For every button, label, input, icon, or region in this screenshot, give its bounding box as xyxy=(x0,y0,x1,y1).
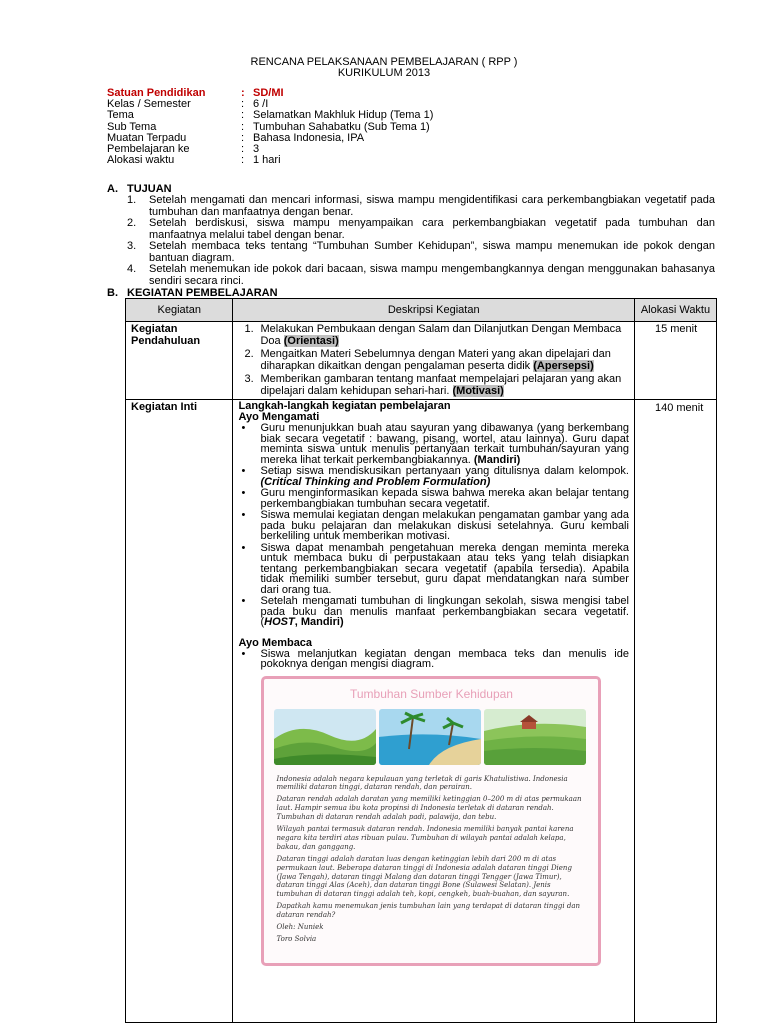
objective-item xyxy=(127,241,715,264)
reading-paragraph: Indonesia adalah negara kepulauan yang terletak di garis Khatulistiwa. Indonesia memiliki dataran tinggi, dataran rendah, dan perairan. xyxy=(276,774,568,792)
identity-value: 1 hari xyxy=(253,154,281,167)
bullet-icon: • xyxy=(241,541,246,554)
identity-value: Bahasa Indonesia, IPA xyxy=(253,131,365,144)
list-item xyxy=(238,488,628,509)
bullet-tag: (Critical Thinking and Problem Formulation) xyxy=(260,475,491,488)
objective-text: Setelah menemukan ide pokok dari bacaan, siswa mampu mengembangkannya dengan menggunakan bahasanya sendiri secara rinci. xyxy=(149,263,715,287)
objective-text: Setelah membaca teks tentang “Tumbuhan Sumber Kehidupan”, siswa mampu menemukan ide pokok dengan bantuan diagram. xyxy=(149,240,715,264)
bullet-tag: HOST xyxy=(264,616,295,628)
activity-table xyxy=(125,298,717,1023)
reading-author: Oleh: Nuniek xyxy=(276,923,324,932)
membaca-bullets xyxy=(238,649,628,670)
bullet-text: Siswa dapat menambah pengetahuan mereka dengan meminta mereka untuk membaca buku di perpustakaan atau teks yang telah disiapkan tentang perkembangbiakan secara vegetatif (apabila tersedia). Apabila tidak memiliki sumber tersebut, guru dapat mendatangkan nara sumber dari orang tua. xyxy=(260,541,629,596)
section-label: KEGIATAN PEMBELAJARAN xyxy=(127,287,278,299)
identity-key: Sub Tema xyxy=(107,120,157,133)
bullet-icon: • xyxy=(241,647,246,660)
identity-value: 6 /I xyxy=(253,98,269,111)
objective-number: 2. xyxy=(127,217,137,229)
list-item xyxy=(238,510,628,542)
pendahuluan-time: 15 menit xyxy=(634,322,716,400)
reading-card-images xyxy=(274,709,586,765)
identity-key: Tema xyxy=(107,109,134,122)
identity-value: 3 xyxy=(253,142,260,155)
ayo-membaca-heading: Ayo Membaca xyxy=(238,636,313,649)
bullet-icon: • xyxy=(241,509,246,521)
identity-key: Satuan Pendidikan xyxy=(107,87,206,99)
list-item xyxy=(238,373,628,397)
list-item xyxy=(238,543,628,596)
rice-terrace-landscape-image xyxy=(484,709,586,765)
bullet-icon: • xyxy=(241,465,246,477)
table-row-pendahuluan xyxy=(126,322,717,400)
identity-key: Muatan Terpadu xyxy=(107,131,187,144)
bullet-icon: • xyxy=(241,595,246,607)
header-alokasi: Alokasi Waktu xyxy=(634,299,716,322)
bullet-text: Setiap siswa mendiskusikan pertanyaan yang ditulisnya dalam kelompok. xyxy=(260,465,629,477)
pendahuluan-description xyxy=(233,322,634,400)
coastal-landscape-image xyxy=(379,709,481,765)
identity-value: Selamatkan Makhluk Hidup (Tema 1) xyxy=(253,109,434,122)
section-label: TUJUAN xyxy=(127,183,172,195)
bullet-text: Siswa melanjutkan kegiatan dengan membaca teks dan menulis ide pokoknya dengan mengisi diagram. xyxy=(260,647,629,670)
document-subtitle: KURIKULUM 2013 xyxy=(337,67,431,79)
objective-number: 3. xyxy=(127,240,137,252)
document-title: RENCANA PELAKSANAAN PEMBELAJARAN ( RPP ) xyxy=(250,56,518,68)
identity-colon: : xyxy=(241,98,245,111)
step-text: Memberikan gambaran tentang manfaat mempelajari pelajaran yang akan dipelajari dalam kehidupan sehari-hari. xyxy=(260,373,622,397)
section-letter: A. xyxy=(107,183,118,195)
reading-paragraph: Wilayah pantai termasuk dataran rendah. Indonesia memiliki banyak pantai karena negara kita terdiri atas ribuan pulau. Tumbuhan di wilayah pantai adalah kelapa, bakau, dan ganggang. xyxy=(276,825,574,851)
identity-value: SD/MI xyxy=(253,87,284,99)
kegiatan-pendahuluan-label: Kegiatan Pendahuluan xyxy=(126,322,233,400)
section-letter: B. xyxy=(107,287,118,299)
pendahuluan-steps xyxy=(238,323,628,397)
table-row-inti xyxy=(126,400,717,1023)
objective-text: Setelah berdiskusi, siswa mampu menyampaikan cara perkembangbiakan vegetatif pada tumbuhan dan manfaatnya melalui tabel dengan benar. xyxy=(149,217,715,241)
identity-colon: : xyxy=(241,154,245,167)
ayo-mengamati-heading: Ayo Mengamati xyxy=(238,411,320,423)
bullet-tag: (Mandiri) xyxy=(473,453,521,466)
header-kegiatan: Kegiatan xyxy=(126,299,233,322)
reading-card-text xyxy=(276,775,588,947)
step-number: 1. xyxy=(244,323,254,335)
kegiatan-inti-label: Kegiatan Inti xyxy=(126,400,233,1023)
reading-paragraph: Dapatkah kamu menemukan jenis tumbuhan lain yang terdapat di dataran tinggi dan dataran rendah? xyxy=(276,902,580,920)
identity-colon: : xyxy=(241,87,245,99)
reading-paragraph: Dataran rendah adalah daratan yang memiliki ketinggian 0–200 m di atas permukaan laut. Hampir semua ibu kota propinsi di Indonesia terletak di dataran rendah. Tumbuhan di dataran rendah adalah padi, palawija, dan tebu. xyxy=(276,795,582,822)
inti-time: 140 menit xyxy=(634,400,716,1023)
objectives-list xyxy=(127,195,715,287)
identity-colon: : xyxy=(241,131,245,144)
list-item xyxy=(238,423,628,465)
bullet-text: Siswa memulai kegiatan dengan melakukan pengamatan gambar yang ada pada buku pelajaran dan melakukan diskusi setelahnya. Guru kembali berkeliling untuk memberikan motivasi. xyxy=(260,509,629,542)
objective-number: 1. xyxy=(127,194,137,206)
bullet-tag-suffix: , Mandiri) xyxy=(294,616,344,628)
identity-colon: : xyxy=(241,109,245,122)
list-item xyxy=(238,348,628,372)
list-item xyxy=(238,323,628,347)
bullet-icon: • xyxy=(241,487,246,499)
inti-intro: Langkah-langkah kegiatan pembelajaran xyxy=(238,400,451,412)
bullet-icon: • xyxy=(241,422,246,434)
bullet-text: Setelah mengamati tumbuhan di lingkungan sekolah, siswa mengisi tabel pada buku dan menulis manfaat perkembangbiakan secara vegetatif. ( xyxy=(260,595,629,628)
list-item xyxy=(238,466,628,487)
step-tag: (Apersepsi) xyxy=(533,360,594,372)
header-deskripsi: Deskripsi Kegiatan xyxy=(233,299,634,322)
identity-colon: : xyxy=(241,142,245,155)
identity-key: Pembelajaran ke xyxy=(107,142,190,155)
objective-item xyxy=(127,218,715,241)
identity-value: Tumbuhan Sahabatku (Sub Tema 1) xyxy=(253,120,430,133)
inti-description xyxy=(233,400,634,1023)
step-number: 2. xyxy=(244,348,254,360)
reading-card-title: Tumbuhan Sumber Kehidupan xyxy=(349,686,513,701)
hills-landscape-image xyxy=(274,709,376,765)
step-text: Mengaitkan Materi Sebelumnya dengan Materi yang akan dipelajari dan diharapkan dikaitkan dengan pengalaman peserta didik xyxy=(260,348,611,372)
step-tag: (Orientasi) xyxy=(283,335,339,347)
objective-item xyxy=(127,264,715,287)
identity-colon: : xyxy=(241,120,245,133)
mengamati-bullets xyxy=(238,423,628,628)
bullet-text: Guru menginformasikan kepada siswa bahwa mereka akan belajar tentang perkembangbiakan tumbuhan secara vegetatif. xyxy=(260,487,629,510)
step-tag: (Motivasi) xyxy=(452,385,504,397)
reading-author: Toro Solvia xyxy=(276,935,317,943)
objective-number: 4. xyxy=(127,263,137,275)
table-header-row xyxy=(126,299,717,322)
identity-key: Alokasi waktu xyxy=(107,154,175,167)
step-text: Melakukan Pembukaan dengan Salam dan Dilanjutkan Dengan Membaca Doa xyxy=(260,323,622,347)
step-number: 3. xyxy=(244,373,254,385)
list-item xyxy=(238,596,628,628)
objective-text: Setelah mengamati dan mencari informasi, siswa mampu mengidentifikasi cara perkembangbiakan vegetatif pada tumbuhan dan manfaatnya dengan benar. xyxy=(149,194,715,218)
reading-paragraph: Dataran tinggi adalah daratan luas dengan ketinggian lebih dari 200 m di atas permukaan laut. Beberapa dataran tinggi di Indonesia adalah dataran tinggi Dieng (Jawa Tengah), dataran tinggi Malang dan dataran tinggi Tengger (Jawa Timur), dataran tinggi Alas (Aceh), dan dataran tinggi Bone (Sulawesi Selatan). Jenis tumbuhan di dataran tinggi adalah teh, kopi, cengkeh, buah-buahan, dan sayuran. xyxy=(276,854,572,899)
reading-card xyxy=(261,676,601,966)
identity-key: Kelas / Semester xyxy=(107,98,191,111)
bullet-text: Guru menunjukkan buah atau sayuran yang dibawanya (yang berkembang biak secara vegetatif : bawang, pisang, wortel, atau lainnya). Guru dapat meminta siswa untuk menulis pertanyaan terkait tumbuhan/sayuran yang mereka lihat terkait perkembangbiakannya. xyxy=(260,422,629,466)
objective-item xyxy=(127,195,715,218)
list-item xyxy=(238,649,628,670)
